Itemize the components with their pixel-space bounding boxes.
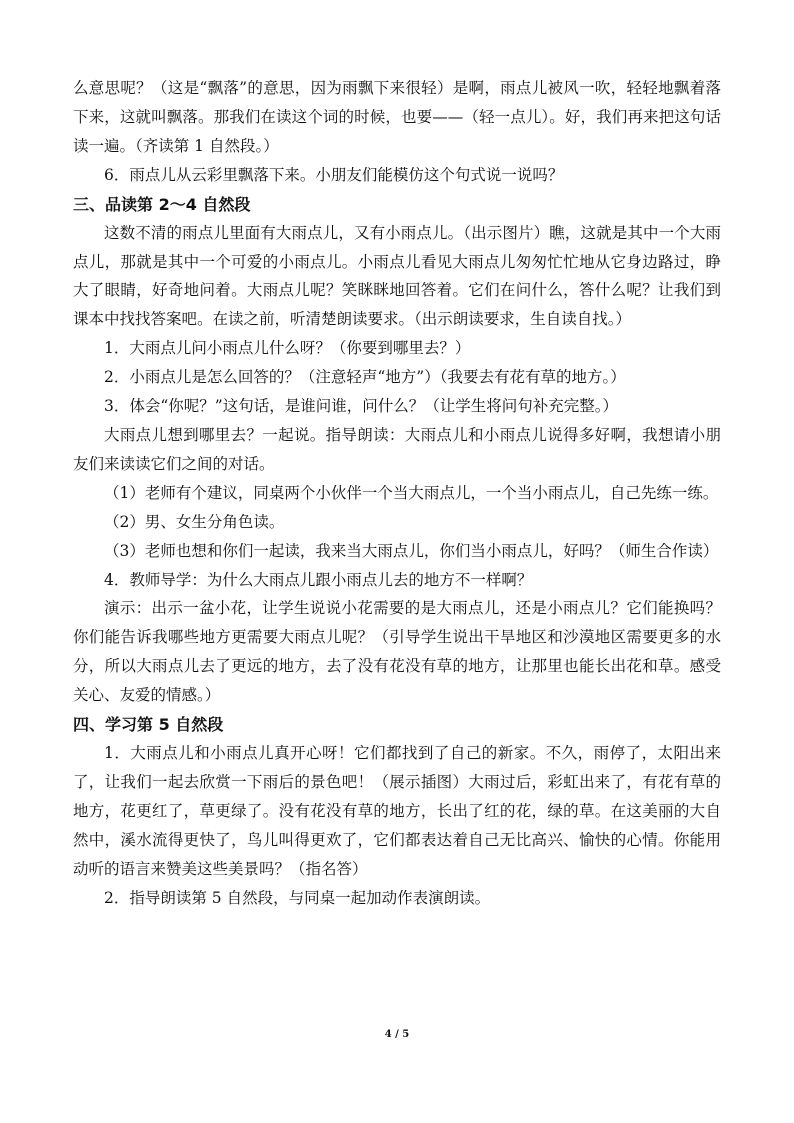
paragraph: 1．大雨点儿和小雨点儿真开心呀！它们都找到了自己的新家。不久，雨停了，太阳出来了，让我们一起去欣赏一下雨后的景色吧！（展示插图）大雨过后，彩虹出来了，有花有草的地方，花更红了，草更绿了。没有花没有草的地方，长出了红的花，绿的草。在这美丽的大自然中，溪水流得更快了，鸟儿叫得更欢了，它们都表达着自己无比高兴、愉快的心情。你能用动听的语言来赞美这些美景吗？（指名答）: [73, 744, 721, 878]
paragraph: 么意思呢？（这是“飘落”的意思，因为雨飘下来很轻）是啊，雨点儿被风一吹，轻轻地飘着落下来，这就叫飘落。那我们在读这个词的时候，也要——（轻一点儿）。好，我们再来把这句话读一遍。（齐读第 1 自然段。）: [73, 79, 721, 155]
paragraph: 4．教师导学：为什么大雨点儿跟小雨点儿去的地方不一样啊？: [104, 570, 533, 589]
paragraph: （2）男、女生分角色读。: [104, 512, 285, 531]
paragraph: 3．体会“你呢？”这句话，是谁问谁，问什么？（让学生将问句补充完整。）: [104, 397, 618, 416]
paragraph: 2．指导朗读第 5 自然段，与同桌一起加动作表演朗读。: [104, 888, 491, 907]
paragraph: 演示：出示一盆小花，让学生说说小花需要的是大雨点儿，还是小雨点儿？它们能换吗？你们能告诉我哪些地方更需要大雨点儿呢？（引导学生说出干旱地区和沙漠地区需要更多的水分，所以大雨点儿去了更远的地方，去了没有花没有草的地方，让那里也能长出花和草。感受关心、友爱的情感。）: [73, 599, 721, 705]
paragraph: （3）老师也想和你们一起读，我来当大雨点儿，你们当小雨点儿，好吗？（师生合作读）: [104, 541, 719, 560]
paragraph: 这数不清的雨点儿里面有大雨点儿，又有小雨点儿。（出示图片）瞧，这就是其中一个大雨点儿，那就是其中一个可爱的小雨点儿。小雨点儿看见大雨点儿匆匆忙忙地从它身边路过，睁大了眼睛，好奇地问着。大雨点儿呢？笑眯眯地回答着。它们在问什么，答什么呢？让我们到课本中找找答案吧。在读之前，听清楚朗读要求。（出示朗读要求，生自读自找。）: [73, 223, 721, 329]
paragraph: 2．小雨点儿是怎么回答的？（注意轻声“地方”）（我要去有花有草的地方。）: [104, 368, 626, 387]
paragraph: 大雨点儿想到哪里去？一起说。指导朗读：大雨点儿和小雨点儿说得多好啊，我想请小朋友们来读读它们之间的对话。: [73, 425, 721, 473]
section-heading: 四、学习第 5 自然段: [73, 715, 224, 735]
paragraph: 6．雨点儿从云彩里飘落下来。小朋友们能模仿这个句式说一说吗？: [104, 165, 564, 184]
paragraph: 1．大雨点儿问小雨点儿什么呀？（你要到哪里去？）: [104, 339, 471, 358]
page-number: 4 / 5: [384, 1029, 410, 1040]
paragraph: （1）老师有个建议，同桌两个小伙伴一个当大雨点儿，一个当小雨点儿，自己先练一练。: [104, 483, 719, 502]
section-heading: 三、品读第 2～4 自然段: [73, 194, 251, 214]
document-body: [73, 74, 721, 912]
